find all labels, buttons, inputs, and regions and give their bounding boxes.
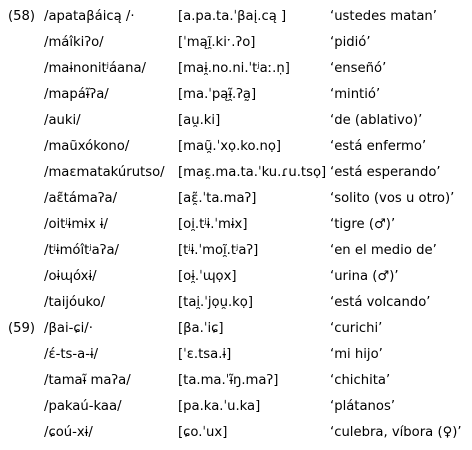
gloss: ‘mi hijo’ bbox=[330, 347, 383, 362]
phonemic-form: /tʲɨmóîtʲaʔa/ bbox=[44, 243, 119, 258]
gloss: ‘solito (vos u otro)’ bbox=[330, 191, 455, 206]
gloss: ‘culebra, víbora (♀)’ bbox=[330, 425, 462, 440]
phonetic-form: [ma.ˈpąɨ̯̃.ʔa̰] bbox=[178, 87, 257, 102]
example-number: (58) bbox=[8, 9, 36, 24]
example-row bbox=[0, 370, 472, 392]
phonemic-form: /aɛ̃támaʔa/ bbox=[44, 191, 118, 206]
gloss: ‘tigre (♂)’ bbox=[330, 217, 396, 232]
phonemic-form: /taijóuko/ bbox=[44, 295, 106, 310]
example-row bbox=[0, 396, 472, 418]
phonemic-form: /oɨɰóxɨ/ bbox=[44, 269, 97, 284]
phonemic-form: /mapáɨ̃ʔa/ bbox=[44, 87, 109, 102]
phonemic-form: /maɛmatakúrutso/ bbox=[44, 165, 165, 180]
example-row bbox=[0, 188, 472, 210]
phonetic-form: [ˈmąĩ̯.kiˑ.ʔo] bbox=[178, 35, 256, 50]
phonetic-form: [ˈɛ.tsa.ɨ] bbox=[178, 347, 232, 362]
phonemic-form: /oitʲɨmɨx ɨ/ bbox=[44, 217, 108, 232]
example-row bbox=[0, 110, 472, 132]
phonetic-form: [tʲɨ.ˈmoĩ̯.tʲaʔ] bbox=[178, 243, 259, 258]
gloss: ‘ustedes matan’ bbox=[330, 9, 437, 24]
phonemic-form: /tamaɨ͂ maʔa/ bbox=[44, 373, 131, 388]
phonemic-form: /maũxókono/ bbox=[44, 139, 130, 154]
phonemic-form: /máîkiʔo/ bbox=[44, 35, 104, 50]
phonetic-form: [maũ̯.ˈxọ.ko.nọ] bbox=[178, 139, 282, 154]
example-row bbox=[0, 214, 472, 236]
phonetic-form: [au̯.ki] bbox=[178, 113, 221, 128]
phonemic-form: /apataβáicą /· bbox=[44, 9, 135, 24]
gloss: ‘de (ablativo)’ bbox=[330, 113, 423, 128]
phonemic-form: /ɕoú-xɨ/ bbox=[44, 425, 93, 440]
example-row bbox=[0, 266, 472, 288]
gloss: ‘mintió’ bbox=[330, 87, 381, 102]
example-row bbox=[0, 58, 472, 80]
phonetic-form: [a.pa.ta.ˈβaį.cą ] bbox=[178, 9, 287, 24]
phonetic-form: [aɛ̯̃.ˈta.maʔ] bbox=[178, 191, 257, 206]
phonemic-form: /ɛ́-ts-a-ɨ/ bbox=[44, 347, 99, 362]
example-row bbox=[0, 32, 472, 54]
example-row bbox=[0, 6, 472, 28]
gloss: ‘plátanos’ bbox=[330, 399, 396, 414]
gloss: ‘está volcando’ bbox=[330, 295, 431, 310]
gloss: ‘está esperando’ bbox=[330, 165, 441, 180]
example-row bbox=[0, 292, 472, 314]
example-row bbox=[0, 136, 472, 158]
phonetic-form: [maɨ̯.no.ni.ˈtʲaː.ṇ] bbox=[178, 61, 290, 76]
phonetic-form: [maɛ̯.ma.ta.ˈku.ɾu.tsọ] bbox=[178, 165, 327, 180]
phonemic-form: /βai-ɕi/· bbox=[44, 321, 93, 336]
gloss: ‘urina (♂)’ bbox=[330, 269, 399, 284]
gloss: ‘curichi’ bbox=[330, 321, 383, 336]
phonetic-form: [ɕo.ˈux] bbox=[178, 425, 228, 440]
gloss: ‘está enfermo’ bbox=[330, 139, 427, 154]
phonetic-form: [tai̯.ˈjọu̯.kọ] bbox=[178, 295, 254, 310]
example-row bbox=[0, 422, 472, 444]
gloss: ‘pidió’ bbox=[330, 35, 371, 50]
phonetic-form: [ta.ma.ˈɨ̃ŋ.maʔ] bbox=[178, 373, 279, 388]
example-row bbox=[0, 318, 472, 340]
gloss: ‘en el medio de’ bbox=[330, 243, 437, 258]
phonemic-form: /pakaú-kaa/ bbox=[44, 399, 122, 414]
example-row bbox=[0, 240, 472, 262]
phonetic-form: [oɨ̯.ˈɰọx] bbox=[178, 269, 237, 284]
example-row bbox=[0, 162, 472, 184]
example-row bbox=[0, 84, 472, 106]
phonetic-form: [βa.ˈiɕ] bbox=[178, 321, 224, 336]
gloss: ‘chichita’ bbox=[330, 373, 391, 388]
example-row bbox=[0, 344, 472, 366]
phonemic-form: /auki/ bbox=[44, 113, 81, 128]
phonetic-form: [pa.ka.ˈu.ka] bbox=[178, 399, 261, 414]
example-number: (59) bbox=[8, 321, 36, 336]
phonetic-form: [oi̯.tʲɨ.ˈmɨx] bbox=[178, 217, 248, 232]
phonemic-form: /maɨnonitʲáana/ bbox=[44, 61, 147, 76]
gloss: ‘enseñó’ bbox=[330, 61, 387, 76]
